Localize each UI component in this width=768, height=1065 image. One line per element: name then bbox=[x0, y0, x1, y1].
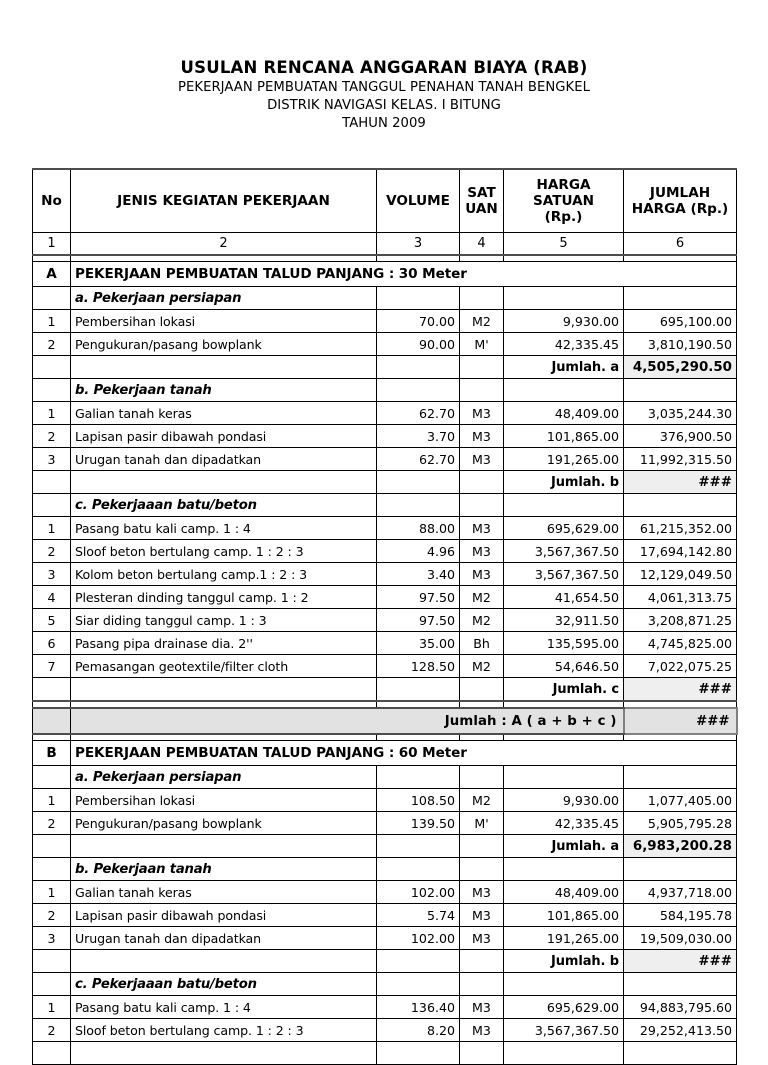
table-row bbox=[33, 333, 737, 356]
group-total-blank bbox=[624, 858, 737, 881]
row-number: 1 bbox=[33, 517, 71, 540]
table-row bbox=[33, 655, 737, 678]
subtotal-description-blank bbox=[71, 950, 377, 973]
group-total-blank bbox=[624, 766, 737, 789]
group-price-blank bbox=[504, 379, 624, 402]
subtotal-row bbox=[33, 678, 737, 702]
table-row bbox=[33, 563, 737, 586]
rab-table bbox=[32, 168, 738, 1065]
row-description: Pemasangan geotextile/filter cloth bbox=[71, 655, 377, 678]
group-unit-blank bbox=[460, 379, 504, 402]
row-description: Pasang batu kali camp. 1 : 4 bbox=[71, 996, 377, 1019]
row-number: 1 bbox=[33, 310, 71, 333]
column-number-volume: 3 bbox=[377, 233, 460, 256]
table-row bbox=[33, 927, 737, 950]
row-unit-price: 48,409.00 bbox=[504, 881, 624, 904]
blank-cell bbox=[624, 1042, 737, 1065]
group-unit-blank bbox=[460, 766, 504, 789]
unit-price-line-1: HARGA bbox=[536, 176, 591, 193]
column-number-row bbox=[33, 233, 737, 256]
subtotal-value: 6,983,200.28 bbox=[624, 835, 737, 858]
subtotal-volume-blank bbox=[377, 835, 460, 858]
row-unit-price: 101,865.00 bbox=[504, 425, 624, 448]
row-unit-price: 9,930.00 bbox=[504, 310, 624, 333]
row-description: Pasang batu kali camp. 1 : 4 bbox=[71, 517, 377, 540]
column-number-unit_price: 5 bbox=[504, 233, 624, 256]
row-number: 1 bbox=[33, 402, 71, 425]
group-total-blank bbox=[624, 973, 737, 996]
subtotal-value: ### bbox=[624, 471, 737, 494]
subtotal-value: ### bbox=[624, 678, 737, 702]
row-volume: 4.96 bbox=[377, 540, 460, 563]
group-total-blank bbox=[624, 379, 737, 402]
group-volume-blank bbox=[377, 287, 460, 310]
row-description: Pengukuran/pasang bowplank bbox=[71, 333, 377, 356]
row-description: Pengukuran/pasang bowplank bbox=[71, 812, 377, 835]
subtotal-index-blank bbox=[33, 950, 71, 973]
row-description: Urugan tanah dan dipadatkan bbox=[71, 927, 377, 950]
section-letter: A bbox=[33, 262, 71, 287]
row-volume: 35.00 bbox=[377, 632, 460, 655]
table-row bbox=[33, 517, 737, 540]
section-letter: B bbox=[33, 741, 71, 766]
subtotal-index-blank bbox=[33, 356, 71, 379]
row-description: Sloof beton bertulang camp. 1 : 2 : 3 bbox=[71, 540, 377, 563]
subtotal-label: Jumlah. a bbox=[504, 356, 624, 379]
row-number: 3 bbox=[33, 927, 71, 950]
header-cell-unit bbox=[460, 169, 504, 233]
row-description: Galian tanah keras bbox=[71, 402, 377, 425]
subtitle-line-2: DISTRIK NAVIGASI KELAS. I BITUNG bbox=[267, 97, 501, 113]
unit-line-1: SAT bbox=[467, 184, 496, 201]
table-row bbox=[33, 812, 737, 835]
row-volume: 70.00 bbox=[377, 310, 460, 333]
row-unit-price: 32,911.50 bbox=[504, 609, 624, 632]
spacer-cell bbox=[460, 701, 504, 708]
subtotal-row bbox=[33, 471, 737, 494]
section-title: PEKERJAAN PEMBUATAN TALUD PANJANG : 60 Meter bbox=[71, 741, 737, 766]
group-label: c. Pekerjaaan batu/beton bbox=[71, 494, 377, 517]
table-header-row bbox=[33, 169, 737, 233]
group-label: b. Pekerjaan tanah bbox=[71, 379, 377, 402]
row-unit: M3 bbox=[460, 563, 504, 586]
section-title: PEKERJAAN PEMBUATAN TALUD PANJANG : 30 Meter bbox=[71, 262, 737, 287]
subtotal-description-blank bbox=[71, 471, 377, 494]
row-unit: Bh bbox=[460, 632, 504, 655]
subtotal-description-blank bbox=[71, 678, 377, 702]
row-unit-price: 101,865.00 bbox=[504, 904, 624, 927]
row-unit-price: 9,930.00 bbox=[504, 789, 624, 812]
row-volume: 102.00 bbox=[377, 881, 460, 904]
row-total: 3,035,244.30 bbox=[624, 402, 737, 425]
row-number: 2 bbox=[33, 1019, 71, 1042]
table-row bbox=[33, 402, 737, 425]
table-row bbox=[33, 586, 737, 609]
row-total: 12,129,049.50 bbox=[624, 563, 737, 586]
row-number: 6 bbox=[33, 632, 71, 655]
grand-total-value: ### bbox=[624, 708, 737, 734]
row-total: 17,694,142.80 bbox=[624, 540, 737, 563]
row-volume: 5.74 bbox=[377, 904, 460, 927]
row-volume: 90.00 bbox=[377, 333, 460, 356]
row-total: 584,195.78 bbox=[624, 904, 737, 927]
header-cell-unit-price bbox=[504, 169, 624, 233]
row-unit-price: 41,654.50 bbox=[504, 586, 624, 609]
row-unit: M3 bbox=[460, 904, 504, 927]
group-label-row bbox=[33, 494, 737, 517]
row-number: 2 bbox=[33, 425, 71, 448]
row-description: Plesteran dinding tanggul camp. 1 : 2 bbox=[71, 586, 377, 609]
row-unit-price: 135,595.00 bbox=[504, 632, 624, 655]
row-total: 19,509,030.00 bbox=[624, 927, 737, 950]
group-price-blank bbox=[504, 287, 624, 310]
group-label: a. Pekerjaan persiapan bbox=[71, 766, 377, 789]
subtotal-row bbox=[33, 356, 737, 379]
subtotal-value: 4,505,290.50 bbox=[624, 356, 737, 379]
group-total-blank bbox=[624, 287, 737, 310]
row-total: 695,100.00 bbox=[624, 310, 737, 333]
subtotal-description-blank bbox=[71, 356, 377, 379]
column-number-total: 6 bbox=[624, 233, 737, 256]
group-price-blank bbox=[504, 973, 624, 996]
group-volume-blank bbox=[377, 494, 460, 517]
row-unit-price: 48,409.00 bbox=[504, 402, 624, 425]
row-number: 1 bbox=[33, 789, 71, 812]
row-number: 1 bbox=[33, 996, 71, 1019]
row-unit: M3 bbox=[460, 517, 504, 540]
group-index-blank bbox=[33, 973, 71, 996]
table-row bbox=[33, 996, 737, 1019]
table-row bbox=[33, 425, 737, 448]
header-cell-volume: VOLUME bbox=[377, 169, 460, 233]
row-unit: M3 bbox=[460, 448, 504, 471]
row-volume: 3.40 bbox=[377, 563, 460, 586]
subtotal-unit-blank bbox=[460, 950, 504, 973]
row-unit-price: 695,629.00 bbox=[504, 517, 624, 540]
title-block bbox=[0, 0, 768, 133]
row-volume: 88.00 bbox=[377, 517, 460, 540]
row-total: 61,215,352.00 bbox=[624, 517, 737, 540]
row-unit: M3 bbox=[460, 881, 504, 904]
subtotal-row bbox=[33, 835, 737, 858]
row-total: 1,077,405.00 bbox=[624, 789, 737, 812]
row-unit-price: 42,335.45 bbox=[504, 333, 624, 356]
header-cell-description: JENIS KEGIATAN PEKERJAAN bbox=[71, 169, 377, 233]
blank-cell bbox=[377, 1042, 460, 1065]
grand-total-index-blank bbox=[33, 708, 71, 734]
group-label-row bbox=[33, 766, 737, 789]
row-volume: 62.70 bbox=[377, 448, 460, 471]
row-number: 4 bbox=[33, 586, 71, 609]
row-total: 376,900.50 bbox=[624, 425, 737, 448]
column-number-no: 1 bbox=[33, 233, 71, 256]
row-description: Pembersihan lokasi bbox=[71, 310, 377, 333]
group-volume-blank bbox=[377, 973, 460, 996]
table-row bbox=[33, 310, 737, 333]
subtotal-label: Jumlah. b bbox=[504, 950, 624, 973]
row-number: 2 bbox=[33, 333, 71, 356]
subtotal-unit-blank bbox=[460, 835, 504, 858]
row-unit: M2 bbox=[460, 310, 504, 333]
row-volume: 139.50 bbox=[377, 812, 460, 835]
row-description: Kolom beton bertulang camp.1 : 2 : 3 bbox=[71, 563, 377, 586]
row-unit: M2 bbox=[460, 609, 504, 632]
table-row bbox=[33, 448, 737, 471]
blank-cell bbox=[460, 1042, 504, 1065]
group-price-blank bbox=[504, 858, 624, 881]
group-unit-blank bbox=[460, 858, 504, 881]
subtotal-value: ### bbox=[624, 950, 737, 973]
subtotal-index-blank bbox=[33, 835, 71, 858]
row-description: Lapisan pasir dibawah pondasi bbox=[71, 904, 377, 927]
table-spacer-row bbox=[33, 701, 737, 708]
header-cell-total bbox=[624, 169, 737, 233]
row-total: 4,937,718.00 bbox=[624, 881, 737, 904]
group-index-blank bbox=[33, 766, 71, 789]
row-volume: 97.50 bbox=[377, 586, 460, 609]
row-volume: 102.00 bbox=[377, 927, 460, 950]
row-unit: M3 bbox=[460, 996, 504, 1019]
unit-line-2: UAN bbox=[465, 201, 498, 217]
row-unit: M3 bbox=[460, 540, 504, 563]
table-row bbox=[33, 789, 737, 812]
page-title: USULAN RENCANA ANGGARAN BIAYA (RAB) bbox=[180, 58, 588, 77]
rab-table-body bbox=[33, 169, 737, 1065]
group-total-blank bbox=[624, 494, 737, 517]
row-unit: M3 bbox=[460, 402, 504, 425]
group-unit-blank bbox=[460, 494, 504, 517]
row-number: 2 bbox=[33, 812, 71, 835]
row-description: Pasang pipa drainase dia. 2'' bbox=[71, 632, 377, 655]
spacer-cell bbox=[71, 701, 377, 708]
trailing-blank-row bbox=[33, 1042, 737, 1065]
subtotal-volume-blank bbox=[377, 471, 460, 494]
spacer-cell bbox=[377, 701, 460, 708]
table-row bbox=[33, 609, 737, 632]
group-volume-blank bbox=[377, 858, 460, 881]
group-label: a. Pekerjaan persiapan bbox=[71, 287, 377, 310]
row-volume: 62.70 bbox=[377, 402, 460, 425]
row-total: 3,208,871.25 bbox=[624, 609, 737, 632]
group-label-row bbox=[33, 379, 737, 402]
group-unit-blank bbox=[460, 973, 504, 996]
subtotal-row bbox=[33, 950, 737, 973]
group-volume-blank bbox=[377, 379, 460, 402]
row-volume: 128.50 bbox=[377, 655, 460, 678]
row-unit: M3 bbox=[460, 927, 504, 950]
subtotal-volume-blank bbox=[377, 356, 460, 379]
group-unit-blank bbox=[460, 287, 504, 310]
row-unit: M2 bbox=[460, 586, 504, 609]
row-total: 3,810,190.50 bbox=[624, 333, 737, 356]
row-number: 3 bbox=[33, 563, 71, 586]
unit-price-line-2: SATUAN bbox=[532, 192, 595, 209]
row-description: Galian tanah keras bbox=[71, 881, 377, 904]
row-total: 4,745,825.00 bbox=[624, 632, 737, 655]
row-total: 11,992,315.50 bbox=[624, 448, 737, 471]
section-header-row bbox=[33, 262, 737, 287]
subtotal-unit-blank bbox=[460, 471, 504, 494]
subtitle-line-1: PEKERJAAN PEMBUATAN TANGGUL PENAHAN TANAH BENGKEL bbox=[177, 79, 591, 95]
row-unit-price: 54,646.50 bbox=[504, 655, 624, 678]
row-number: 2 bbox=[33, 904, 71, 927]
rab-table-container bbox=[32, 168, 736, 1065]
group-label-row bbox=[33, 287, 737, 310]
subtotal-description-blank bbox=[71, 835, 377, 858]
row-total: 29,252,413.50 bbox=[624, 1019, 737, 1042]
subtotal-index-blank bbox=[33, 471, 71, 494]
group-index-blank bbox=[33, 858, 71, 881]
row-unit-price: 191,265.00 bbox=[504, 927, 624, 950]
spacer-cell bbox=[624, 701, 737, 708]
row-unit: M3 bbox=[460, 1019, 504, 1042]
row-unit-price: 3,567,367.50 bbox=[504, 540, 624, 563]
grand-total-row bbox=[33, 708, 737, 734]
table-row bbox=[33, 540, 737, 563]
group-index-blank bbox=[33, 379, 71, 402]
table-row bbox=[33, 881, 737, 904]
column-number-description: 2 bbox=[71, 233, 377, 256]
group-label: c. Pekerjaaan batu/beton bbox=[71, 973, 377, 996]
row-description: Pembersihan lokasi bbox=[71, 789, 377, 812]
unit-price-line-3: (Rp.) bbox=[544, 209, 583, 226]
row-unit-price: 695,629.00 bbox=[504, 996, 624, 1019]
subtotal-volume-blank bbox=[377, 950, 460, 973]
row-unit: M' bbox=[460, 812, 504, 835]
group-label-row bbox=[33, 858, 737, 881]
group-index-blank bbox=[33, 494, 71, 517]
row-number: 3 bbox=[33, 448, 71, 471]
grand-total-label: Jumlah : A ( a + b + c ) bbox=[71, 708, 624, 734]
group-label-row bbox=[33, 973, 737, 996]
blank-cell bbox=[33, 1042, 71, 1065]
table-row bbox=[33, 632, 737, 655]
subtotal-unit-blank bbox=[460, 356, 504, 379]
row-unit-price: 3,567,367.50 bbox=[504, 1019, 624, 1042]
group-volume-blank bbox=[377, 766, 460, 789]
spacer-cell bbox=[33, 701, 71, 708]
group-index-blank bbox=[33, 287, 71, 310]
row-volume: 3.70 bbox=[377, 425, 460, 448]
row-description: Sloof beton bertulang camp. 1 : 2 : 3 bbox=[71, 1019, 377, 1042]
blank-cell bbox=[504, 1042, 624, 1065]
row-total: 4,061,313.75 bbox=[624, 586, 737, 609]
total-line-2: HARGA (Rp.) bbox=[631, 201, 729, 217]
row-volume: 97.50 bbox=[377, 609, 460, 632]
blank-cell bbox=[71, 1042, 377, 1065]
row-description: Lapisan pasir dibawah pondasi bbox=[71, 425, 377, 448]
row-total: 5,905,795.28 bbox=[624, 812, 737, 835]
subtotal-label: Jumlah. b bbox=[504, 471, 624, 494]
subtotal-unit-blank bbox=[460, 678, 504, 702]
row-volume: 136.40 bbox=[377, 996, 460, 1019]
row-volume: 8.20 bbox=[377, 1019, 460, 1042]
spacer-cell bbox=[504, 701, 624, 708]
subtotal-label: Jumlah. a bbox=[504, 835, 624, 858]
row-description: Siar diding tanggul camp. 1 : 3 bbox=[71, 609, 377, 632]
row-unit: M' bbox=[460, 333, 504, 356]
table-row bbox=[33, 904, 737, 927]
row-unit: M2 bbox=[460, 789, 504, 812]
row-volume: 108.50 bbox=[377, 789, 460, 812]
row-total: 94,883,795.60 bbox=[624, 996, 737, 1019]
row-description: Urugan tanah dan dipadatkan bbox=[71, 448, 377, 471]
group-price-blank bbox=[504, 766, 624, 789]
row-number: 7 bbox=[33, 655, 71, 678]
row-unit: M2 bbox=[460, 655, 504, 678]
row-total: 7,022,075.25 bbox=[624, 655, 737, 678]
row-unit-price: 3,567,367.50 bbox=[504, 563, 624, 586]
row-unit-price: 191,265.00 bbox=[504, 448, 624, 471]
row-number: 5 bbox=[33, 609, 71, 632]
total-line-1: JUMLAH bbox=[649, 184, 711, 201]
group-price-blank bbox=[504, 494, 624, 517]
subtotal-index-blank bbox=[33, 678, 71, 702]
row-unit-price: 42,335.45 bbox=[504, 812, 624, 835]
row-number: 1 bbox=[33, 881, 71, 904]
table-row bbox=[33, 1019, 737, 1042]
row-unit: M3 bbox=[460, 425, 504, 448]
subtotal-label: Jumlah. c bbox=[504, 678, 624, 702]
header-cell-no: No bbox=[33, 169, 71, 233]
subtitle-line-3: TAHUN 2009 bbox=[342, 116, 426, 132]
subtotal-volume-blank bbox=[377, 678, 460, 702]
row-number: 2 bbox=[33, 540, 71, 563]
group-label: b. Pekerjaan tanah bbox=[71, 858, 377, 881]
column-number-unit: 4 bbox=[460, 233, 504, 256]
section-header-row bbox=[33, 741, 737, 766]
